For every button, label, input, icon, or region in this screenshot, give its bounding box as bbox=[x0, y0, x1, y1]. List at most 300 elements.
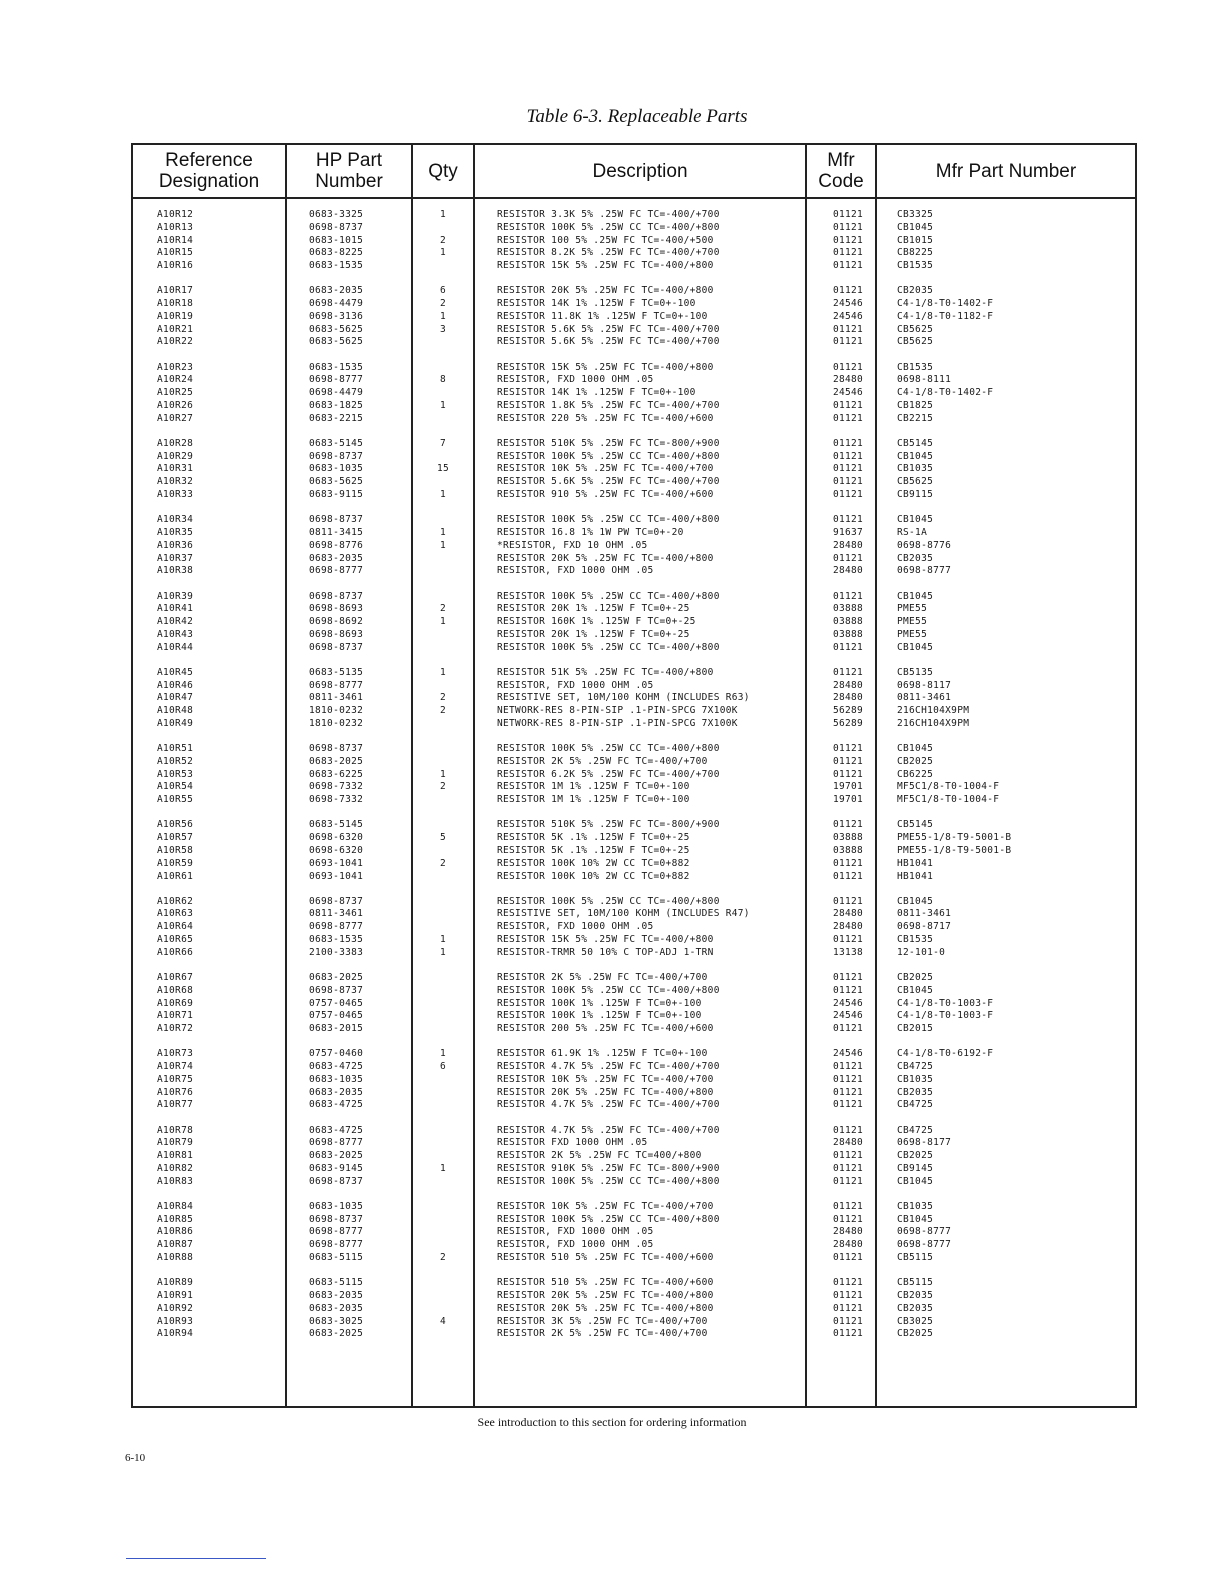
description-cell: RESISTOR 100K 10% 2W CC TC=0+882 bbox=[497, 857, 690, 869]
description-cell: RESISTOR 1.8K 5% .25W FC TC=-400/+700 bbox=[497, 399, 720, 411]
hp-part-number-cell: 0683-9145 bbox=[309, 1162, 364, 1174]
description-cell: RESISTOR 14K 1% .125W F TC=0+-100 bbox=[497, 298, 696, 310]
qty-cell: 1 bbox=[439, 399, 447, 411]
table-row bbox=[133, 947, 1135, 960]
hp-part-number-cell: 0683-4725 bbox=[309, 1099, 364, 1111]
qty-cell: 1 bbox=[439, 666, 447, 678]
description-cell: RESISTOR 220 5% .25W FC TC=-400/+600 bbox=[497, 412, 714, 424]
hp-part-number-cell: 0698-8777 bbox=[309, 679, 364, 691]
mfr-part-number-cell: 0698-8111 bbox=[897, 374, 952, 386]
table-row bbox=[133, 934, 1135, 947]
table-row bbox=[133, 285, 1135, 298]
ref-designation-cell: A10R47 bbox=[157, 692, 194, 704]
ref-designation-cell: A10R35 bbox=[157, 526, 194, 538]
mfr-code-cell: 01121 bbox=[832, 1315, 864, 1327]
table-row bbox=[133, 756, 1135, 769]
mfr-part-number-cell: CB1035 bbox=[897, 463, 934, 475]
ordering-information-note: See introduction to this section for ordering information bbox=[477, 1415, 747, 1429]
mfr-part-number-cell: CB5625 bbox=[897, 476, 934, 488]
table-row bbox=[133, 387, 1135, 400]
description-cell: RESISTIVE SET, 10M/100 KOHM (INCLUDES R63) bbox=[497, 692, 750, 704]
description-cell: RESISTOR 8.2K 5% .25W FC TC=-400/+700 bbox=[497, 247, 720, 259]
hp-part-number-cell: 0757-0460 bbox=[309, 1048, 364, 1060]
table-row bbox=[133, 336, 1135, 349]
hp-part-number-cell: 0757-0465 bbox=[309, 1010, 364, 1022]
mfr-code-cell: 56289 bbox=[832, 705, 864, 717]
description-cell: RESISTOR 3K 5% .25W FC TC=-400/+700 bbox=[497, 1315, 708, 1327]
description-cell: RESISTOR 5.6K 5% .25W FC TC=-400/+700 bbox=[497, 476, 720, 488]
hp-part-number-cell: 0698-8693 bbox=[309, 628, 364, 640]
description-cell: RESISTOR 4.7K 5% .25W FC TC=-400/+700 bbox=[497, 1124, 720, 1136]
mfr-code-cell: 01121 bbox=[832, 1200, 864, 1212]
qty-cell: 1 bbox=[439, 526, 447, 538]
hp-part-number-cell: 0698-8737 bbox=[309, 450, 364, 462]
mfr-code-cell: 01121 bbox=[832, 399, 864, 411]
ref-designation-cell: A10R44 bbox=[157, 641, 194, 653]
mfr-code-cell: 01121 bbox=[832, 463, 864, 475]
ref-designation-cell: A10R16 bbox=[157, 260, 194, 272]
hp-part-number-cell: 2100-3383 bbox=[309, 946, 364, 958]
ref-designation-cell: A10R37 bbox=[157, 552, 194, 564]
mfr-code-cell: 01121 bbox=[832, 489, 864, 501]
mfr-part-number-cell: C4-1/8-T0-1182-F bbox=[897, 310, 994, 322]
ref-designation-cell: A10R82 bbox=[157, 1162, 194, 1174]
table-row bbox=[133, 1099, 1135, 1112]
table-row bbox=[133, 667, 1135, 680]
mfr-code-cell: 01121 bbox=[832, 666, 864, 678]
mfr-part-number-cell: CB1535 bbox=[897, 260, 934, 272]
mfr-part-number-cell: CB2035 bbox=[897, 1086, 934, 1098]
mfr-code-cell: 01121 bbox=[832, 260, 864, 272]
mfr-part-number-cell: MF5C1/8-T0-1004-F bbox=[897, 794, 1000, 806]
description-cell: RESISTOR 100K 5% .25W CC TC=-400/+800 bbox=[497, 641, 720, 653]
description-cell: RESISTOR 20K 5% .25W FC TC=-400/+800 bbox=[497, 1302, 714, 1314]
mfr-code-cell: 01121 bbox=[832, 1023, 864, 1035]
table-row bbox=[133, 476, 1135, 489]
hp-part-number-cell: 0683-8225 bbox=[309, 247, 364, 259]
table-row bbox=[133, 998, 1135, 1011]
ref-designation-cell: A10R39 bbox=[157, 590, 194, 602]
description-cell: RESISTOR 20K 1% .125W F TC=0+-25 bbox=[497, 628, 690, 640]
mfr-code-cell: 01121 bbox=[832, 209, 864, 220]
mfr-code-cell: 01121 bbox=[832, 590, 864, 602]
table-row bbox=[133, 209, 1135, 222]
description-cell: RESISTOR 100K 5% .25W CC TC=-400/+800 bbox=[497, 895, 720, 907]
hp-part-number-cell: 0683-1035 bbox=[309, 463, 364, 475]
table-row bbox=[133, 858, 1135, 871]
table-row bbox=[133, 1125, 1135, 1138]
ref-designation-cell: A10R41 bbox=[157, 603, 194, 615]
qty-cell: 2 bbox=[439, 603, 447, 615]
ref-designation-cell: A10R18 bbox=[157, 298, 194, 310]
mfr-part-number-cell: 0698-8777 bbox=[897, 1226, 952, 1238]
hp-part-number-cell: 0698-8777 bbox=[309, 1137, 364, 1149]
mfr-code-cell: 19701 bbox=[832, 781, 864, 793]
mfr-part-number-cell: CB5135 bbox=[897, 666, 934, 678]
hp-part-number-cell: 0693-1041 bbox=[309, 870, 364, 882]
mfr-part-number-cell: CB1045 bbox=[897, 221, 934, 233]
description-cell: RESISTOR 510 5% .25W FC TC=-400/+600 bbox=[497, 1252, 714, 1264]
qty-cell: 1 bbox=[439, 1048, 447, 1060]
table-row bbox=[133, 324, 1135, 337]
table-row bbox=[133, 311, 1135, 324]
table-row bbox=[133, 235, 1135, 248]
table-row bbox=[133, 832, 1135, 845]
ref-designation-cell: A10R15 bbox=[157, 247, 194, 259]
table-row bbox=[133, 603, 1135, 616]
ref-designation-cell: A10R27 bbox=[157, 412, 194, 424]
mfr-part-number-cell: CB8225 bbox=[897, 247, 934, 259]
table-row bbox=[133, 374, 1135, 387]
mfr-part-number-cell: C4-1/8-T0-6192-F bbox=[897, 1048, 994, 1060]
ref-designation-cell: A10R84 bbox=[157, 1200, 194, 1212]
mfr-code-cell: 28480 bbox=[832, 1239, 864, 1251]
hp-part-number-cell: 0683-2035 bbox=[309, 285, 364, 297]
ref-designation-cell: A10R21 bbox=[157, 323, 194, 335]
hp-part-number-cell: 0698-8737 bbox=[309, 590, 364, 602]
description-cell: RESISTOR 5K .1% .125W F TC=0+-25 bbox=[497, 844, 690, 856]
hp-part-number-cell: 0683-2025 bbox=[309, 972, 364, 983]
qty-cell: 15 bbox=[436, 463, 450, 475]
hp-part-number-cell: 0683-4725 bbox=[309, 1061, 364, 1073]
mfr-part-number-cell: CB1535 bbox=[897, 361, 934, 373]
mfr-part-number-cell: PME55 bbox=[897, 628, 928, 640]
hp-part-number-cell: 0698-8737 bbox=[309, 984, 364, 996]
ref-designation-cell: A10R92 bbox=[157, 1302, 194, 1314]
qty-cell: 1 bbox=[439, 946, 447, 958]
mfr-code-cell: 01121 bbox=[832, 514, 864, 526]
ref-designation-cell: A10R86 bbox=[157, 1226, 194, 1238]
hp-part-number-cell: 0698-8777 bbox=[309, 374, 364, 386]
mfr-part-number-cell: CB2035 bbox=[897, 552, 934, 564]
mfr-code-cell: 24546 bbox=[832, 1010, 864, 1022]
table-row bbox=[133, 1087, 1135, 1100]
ref-designation-cell: A10R55 bbox=[157, 794, 194, 806]
ref-designation-cell: A10R73 bbox=[157, 1048, 194, 1060]
description-cell: RESISTOR 100K 5% .25W CC TC=-400/+800 bbox=[497, 221, 720, 233]
ref-designation-cell: A10R91 bbox=[157, 1289, 194, 1301]
table-row bbox=[133, 1023, 1135, 1036]
table-row bbox=[133, 896, 1135, 909]
mfr-part-number-cell: 0698-8777 bbox=[897, 565, 952, 577]
mfr-code-cell: 01121 bbox=[832, 984, 864, 996]
mfr-part-number-cell: PME55 bbox=[897, 616, 928, 628]
bottom-rule bbox=[126, 1558, 266, 1559]
mfr-code-cell: 28480 bbox=[832, 1226, 864, 1238]
hp-part-number-cell: 0698-4479 bbox=[309, 298, 364, 310]
table-row bbox=[133, 362, 1135, 375]
hp-part-number-cell: 0683-4725 bbox=[309, 1124, 364, 1136]
mfr-part-number-cell: CB1035 bbox=[897, 1073, 934, 1085]
description-cell: RESISTOR 2K 5% .25W FC TC=-400/+700 bbox=[497, 972, 708, 983]
mfr-code-cell: 24546 bbox=[832, 1048, 864, 1060]
ref-designation-cell: A10R75 bbox=[157, 1073, 194, 1085]
qty-cell: 1 bbox=[439, 539, 447, 551]
description-cell: RESISTOR 10K 5% .25W FC TC=-400/+700 bbox=[497, 1073, 714, 1085]
mfr-part-number-cell: CB1045 bbox=[897, 450, 934, 462]
mfr-code-cell: 01121 bbox=[832, 972, 864, 983]
mfr-part-number-cell: 0698-8177 bbox=[897, 1137, 952, 1149]
mfr-code-cell: 01121 bbox=[832, 450, 864, 462]
hp-part-number-cell: 0693-1041 bbox=[309, 857, 364, 869]
qty-cell: 8 bbox=[439, 374, 447, 386]
table-row bbox=[133, 413, 1135, 426]
ref-designation-cell: A10R13 bbox=[157, 221, 194, 233]
ref-designation-cell: A10R81 bbox=[157, 1150, 194, 1162]
table-row bbox=[133, 1290, 1135, 1303]
hp-part-number-cell: 0698-8737 bbox=[309, 641, 364, 653]
description-cell: RESISTOR 5.6K 5% .25W FC TC=-400/+700 bbox=[497, 336, 720, 348]
ref-designation-cell: A10R32 bbox=[157, 476, 194, 488]
mfr-part-number-cell: 216CH104X9PM bbox=[897, 717, 970, 729]
mfr-part-number-cell: CB3025 bbox=[897, 1315, 934, 1327]
mfr-code-cell: 01121 bbox=[832, 1302, 864, 1314]
description-cell: RESISTOR 2K 5% .25W FC TC=-400/+700 bbox=[497, 1328, 708, 1340]
description-cell: RESISTOR 16.8 1% 1W PW TC=0+-20 bbox=[497, 526, 684, 538]
mfr-part-number-cell: CB2035 bbox=[897, 1302, 934, 1314]
mfr-part-number-cell: CB4725 bbox=[897, 1099, 934, 1111]
ref-designation-cell: A10R28 bbox=[157, 437, 194, 449]
mfr-code-cell: 01121 bbox=[832, 323, 864, 335]
mfr-part-number-cell: CB4725 bbox=[897, 1124, 934, 1136]
mfr-part-number-cell: 0698-8117 bbox=[897, 679, 952, 691]
table-row bbox=[133, 222, 1135, 235]
ref-designation-cell: A10R89 bbox=[157, 1277, 194, 1289]
description-cell: RESISTOR 910 5% .25W FC TC=-400/+600 bbox=[497, 489, 714, 501]
description-cell: NETWORK-RES 8-PIN-SIP .1-PIN-SPCG 7X100K bbox=[497, 705, 738, 717]
hp-part-number-cell: 0683-2035 bbox=[309, 1289, 364, 1301]
description-cell: RESISTOR 510K 5% .25W FC TC=-800/+900 bbox=[497, 437, 720, 449]
ref-designation-cell: A10R58 bbox=[157, 844, 194, 856]
description-cell: RESISTOR 100K 5% .25W CC TC=-400/+800 bbox=[497, 1213, 720, 1225]
ref-designation-cell: A10R61 bbox=[157, 870, 194, 882]
table-row bbox=[133, 1010, 1135, 1023]
mfr-code-cell: 01121 bbox=[832, 743, 864, 755]
mfr-code-cell: 01121 bbox=[832, 361, 864, 373]
description-cell: RESISTOR 15K 5% .25W FC TC=-400/+800 bbox=[497, 361, 714, 373]
mfr-code-cell: 01121 bbox=[832, 1277, 864, 1289]
ref-designation-cell: A10R76 bbox=[157, 1086, 194, 1098]
mfr-part-number-cell: C4-1/8-T0-1402-F bbox=[897, 387, 994, 399]
hp-part-number-cell: 0683-6225 bbox=[309, 768, 364, 780]
hp-part-number-cell: 0698-8777 bbox=[309, 565, 364, 577]
description-cell: RESISTOR, FXD 1000 OHM .05 bbox=[497, 565, 654, 577]
ref-designation-cell: A10R57 bbox=[157, 832, 194, 844]
qty-cell: 2 bbox=[439, 692, 447, 704]
mfr-part-number-cell: CB2015 bbox=[897, 1023, 934, 1035]
mfr-part-number-cell: CB5625 bbox=[897, 336, 934, 348]
hp-part-number-cell: 0698-4479 bbox=[309, 387, 364, 399]
mfr-part-number-cell: RS-1A bbox=[897, 526, 928, 538]
mfr-code-cell: 01121 bbox=[832, 1061, 864, 1073]
mfr-part-number-cell: 216CH104X9PM bbox=[897, 705, 970, 717]
description-cell: RESISTOR 100K 10% 2W CC TC=0+882 bbox=[497, 870, 690, 882]
ref-designation-cell: A10R22 bbox=[157, 336, 194, 348]
mfr-part-number-cell: 0698-8777 bbox=[897, 1239, 952, 1251]
description-cell: RESISTOR 15K 5% .25W FC TC=-400/+800 bbox=[497, 934, 714, 946]
mfr-code-cell: 01121 bbox=[832, 412, 864, 424]
table-row bbox=[133, 1176, 1135, 1189]
mfr-part-number-cell: HB1041 bbox=[897, 857, 934, 869]
mfr-code-cell: 01121 bbox=[832, 870, 864, 882]
description-cell: RESISTOR 100K 1% .125W F TC=0+-100 bbox=[497, 997, 702, 1009]
qty-cell: 1 bbox=[439, 1162, 447, 1174]
mfr-part-number-cell: CB2215 bbox=[897, 412, 934, 424]
description-cell: RESISTOR 510K 5% .25W FC TC=-800/+900 bbox=[497, 819, 720, 831]
table-row bbox=[133, 1074, 1135, 1087]
description-cell: RESISTOR 160K 1% .125W F TC=0+-25 bbox=[497, 616, 696, 628]
description-cell: RESISTOR 51K 5% .25W FC TC=-400/+800 bbox=[497, 666, 714, 678]
table-row bbox=[133, 692, 1135, 705]
mfr-code-cell: 28480 bbox=[832, 539, 864, 551]
description-cell: RESISTOR 100K 5% .25W CC TC=-400/+800 bbox=[497, 450, 720, 462]
ref-designation-cell: A10R72 bbox=[157, 1023, 194, 1035]
mfr-part-number-cell: CB9115 bbox=[897, 489, 934, 501]
hp-part-number-cell: 0683-2025 bbox=[309, 1328, 364, 1340]
hp-part-number-cell: 0683-2035 bbox=[309, 552, 364, 564]
qty-cell: 1 bbox=[439, 310, 447, 322]
table-row bbox=[133, 972, 1135, 985]
table-row bbox=[133, 1137, 1135, 1150]
mfr-part-number-cell: CB5625 bbox=[897, 323, 934, 335]
hp-part-number-cell: 0683-2215 bbox=[309, 412, 364, 424]
description-cell: RESISTOR 1M 1% .125W F TC=0+-100 bbox=[497, 794, 690, 806]
mfr-part-number-cell: CB1535 bbox=[897, 934, 934, 946]
replaceable-parts-table bbox=[131, 143, 1137, 1408]
mfr-code-cell: 13138 bbox=[832, 946, 864, 958]
description-cell: RESISTOR 100K 1% .125W F TC=0+-100 bbox=[497, 1010, 702, 1022]
description-cell: RESISTOR 5.6K 5% .25W FC TC=-400/+700 bbox=[497, 323, 720, 335]
mfr-code-cell: 01121 bbox=[832, 336, 864, 348]
hp-part-number-cell: 0683-5115 bbox=[309, 1252, 364, 1264]
qty-cell: 1 bbox=[439, 489, 447, 501]
mfr-code-cell: 01121 bbox=[832, 1073, 864, 1085]
ref-designation-cell: A10R36 bbox=[157, 539, 194, 551]
mfr-code-cell: 19701 bbox=[832, 794, 864, 806]
table-row bbox=[133, 921, 1135, 934]
mfr-code-cell: 28480 bbox=[832, 374, 864, 386]
table-row bbox=[133, 247, 1135, 260]
qty-cell: 1 bbox=[439, 616, 447, 628]
hp-part-number-cell: 0698-8777 bbox=[309, 1239, 364, 1251]
description-cell: RESISTOR 100K 5% .25W CC TC=-400/+800 bbox=[497, 984, 720, 996]
ref-designation-cell: A10R12 bbox=[157, 209, 194, 220]
table-row bbox=[133, 781, 1135, 794]
mfr-part-number-cell: 0811-3461 bbox=[897, 908, 952, 920]
hp-part-number-cell: 0683-3325 bbox=[309, 209, 364, 220]
table-row bbox=[133, 540, 1135, 553]
description-cell: RESISTOR, FXD 1000 OHM .05 bbox=[497, 679, 654, 691]
mfr-code-cell: 01121 bbox=[832, 755, 864, 767]
hp-part-number-cell: 0698-8737 bbox=[309, 514, 364, 526]
hp-part-number-cell: 0683-2025 bbox=[309, 1150, 364, 1162]
description-cell: RESISTOR 100K 5% .25W CC TC=-400/+800 bbox=[497, 1175, 720, 1187]
qty-cell: 1 bbox=[439, 209, 447, 220]
table-row bbox=[133, 743, 1135, 756]
ref-designation-cell: A10R52 bbox=[157, 755, 194, 767]
description-cell: RESISTOR, FXD 1000 OHM .05 bbox=[497, 1226, 654, 1238]
table-row bbox=[133, 298, 1135, 311]
qty-cell: 6 bbox=[439, 1061, 447, 1073]
mfr-part-number-cell: CB2025 bbox=[897, 1150, 934, 1162]
header-divider bbox=[133, 197, 1135, 199]
ref-designation-cell: A10R34 bbox=[157, 514, 194, 526]
ref-designation-cell: A10R17 bbox=[157, 285, 194, 297]
ref-designation-cell: A10R23 bbox=[157, 361, 194, 373]
mfr-part-number-cell: CB3325 bbox=[897, 209, 934, 220]
ref-designation-cell: A10R63 bbox=[157, 908, 194, 920]
table-row bbox=[133, 527, 1135, 540]
table-row bbox=[133, 629, 1135, 642]
ref-designation-cell: A10R79 bbox=[157, 1137, 194, 1149]
description-cell: *RESISTOR, FXD 10 OHM .05 bbox=[497, 539, 648, 551]
mfr-code-cell: 24546 bbox=[832, 298, 864, 310]
hp-part-number-cell: 0698-8737 bbox=[309, 221, 364, 233]
description-cell: RESISTOR 2K 5% .25W FC TC=-400/+700 bbox=[497, 755, 708, 767]
mfr-code-cell: 01121 bbox=[832, 857, 864, 869]
description-cell: RESISTOR FXD 1000 OHM .05 bbox=[497, 1137, 648, 1149]
mfr-code-cell: 28480 bbox=[832, 908, 864, 920]
mfr-code-cell: 28480 bbox=[832, 565, 864, 577]
mfr-part-number-cell: CB2035 bbox=[897, 1289, 934, 1301]
description-cell: RESISTOR 910K 5% .25W FC TC=-800/+900 bbox=[497, 1162, 720, 1174]
mfr-part-number-cell: PME55-1/8-T9-5001-B bbox=[897, 832, 1012, 844]
mfr-code-cell: 03888 bbox=[832, 603, 864, 615]
ref-designation-cell: A10R49 bbox=[157, 717, 194, 729]
hp-part-number-cell: 0683-5625 bbox=[309, 476, 364, 488]
hp-part-number-cell: 0683-3025 bbox=[309, 1315, 364, 1327]
ref-designation-cell: A10R19 bbox=[157, 310, 194, 322]
hp-part-number-cell: 0683-5625 bbox=[309, 336, 364, 348]
mfr-code-cell: 28480 bbox=[832, 692, 864, 704]
description-cell: RESISTOR 100K 5% .25W CC TC=-400/+800 bbox=[497, 743, 720, 755]
description-cell: RESISTOR 10K 5% .25W FC TC=-400/+700 bbox=[497, 1200, 714, 1212]
mfr-part-number-cell: CB1045 bbox=[897, 514, 934, 526]
table-row bbox=[133, 400, 1135, 413]
ref-designation-cell: A10R74 bbox=[157, 1061, 194, 1073]
mfr-code-cell: 24546 bbox=[832, 997, 864, 1009]
ref-designation-cell: A10R59 bbox=[157, 857, 194, 869]
table-row bbox=[133, 616, 1135, 629]
mfr-code-cell: 01121 bbox=[832, 1328, 864, 1340]
mfr-part-number-cell: C4-1/8-T0-1402-F bbox=[897, 298, 994, 310]
mfr-part-number-cell: PME55-1/8-T9-5001-B bbox=[897, 844, 1012, 856]
mfr-part-number-cell: CB1825 bbox=[897, 399, 934, 411]
mfr-code-cell: 03888 bbox=[832, 628, 864, 640]
ref-designation-cell: A10R65 bbox=[157, 934, 194, 946]
mfr-part-number-cell: CB2035 bbox=[897, 285, 934, 297]
ref-designation-cell: A10R85 bbox=[157, 1213, 194, 1225]
hp-part-number-cell: 0698-8776 bbox=[309, 539, 364, 551]
description-cell: RESISTOR 11.8K 1% .125W F TC=0+-100 bbox=[497, 310, 708, 322]
mfr-part-number-cell: 0698-8717 bbox=[897, 921, 952, 933]
table-row bbox=[133, 1277, 1135, 1290]
qty-cell: 2 bbox=[439, 1252, 447, 1264]
mfr-code-cell: 28480 bbox=[832, 1137, 864, 1149]
description-cell: RESISTOR 15K 5% .25W FC TC=-400/+800 bbox=[497, 260, 714, 272]
hp-part-number-cell: 0698-8737 bbox=[309, 895, 364, 907]
table-row bbox=[133, 1303, 1135, 1316]
description-cell: RESISTOR 20K 1% .125W F TC=0+-25 bbox=[497, 603, 690, 615]
description-cell: RESISTOR 6.2K 5% .25W FC TC=-400/+700 bbox=[497, 768, 720, 780]
table-row bbox=[133, 769, 1135, 782]
ref-designation-cell: A10R25 bbox=[157, 387, 194, 399]
mfr-code-cell: 03888 bbox=[832, 844, 864, 856]
table-row bbox=[133, 591, 1135, 604]
mfr-code-cell: 01121 bbox=[832, 1175, 864, 1187]
hp-part-number-cell: 0698-8777 bbox=[309, 921, 364, 933]
hp-part-number-cell: 0811-3461 bbox=[309, 692, 364, 704]
